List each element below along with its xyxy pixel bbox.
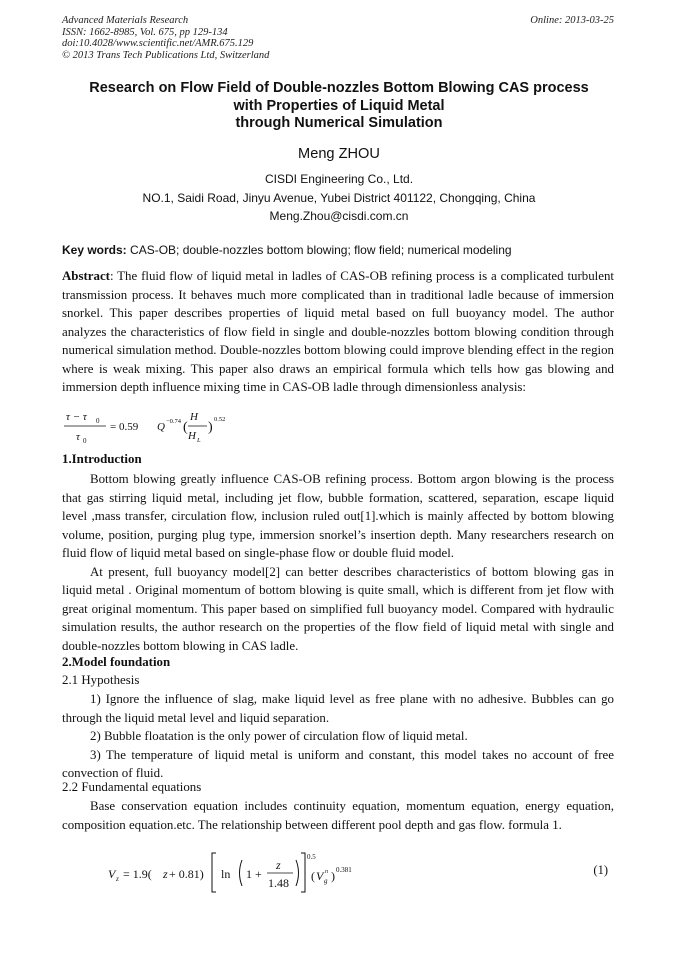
formula-1 <box>104 848 364 896</box>
f1-den: 1.48 <box>268 876 289 890</box>
keywords <box>62 243 618 257</box>
formula-coefficient: = 0.59 <box>110 421 139 433</box>
keywords-text: CAS-OB; double-nozzles bottom blowing; flow field; numerical modeling <box>130 243 512 257</box>
intro-paragraph-1: Bottom blowing greatly influence CAS-OB refining process. Bottom argon blowing is the process that gas stirring liquid metal, including jet flow, bubble formation, scattered, separation, escape liquid level ,mass transfer, circulation flow, inclusion ruled out[1].which is mainly affected by bottom blowing volume, position, purging plug type, immersion snorkel’s insertion depth. Many researchers research on fluid flow of liquid metal based on single-phase flow or double fluid model. <box>62 472 614 560</box>
abstract-label: Abstract <box>62 269 110 283</box>
hypothesis-2: 2) Bubble floatation is the only power of circulation flow of liquid metal. <box>90 729 468 743</box>
journal-name: Advanced Materials Research <box>62 15 189 26</box>
intro-paragraph-2: At present, full buoyancy model[2] can better describes characteristics of bottom blowing gas in liquid metal . Original momentum of bottom blowing is quite small, which is different from jet flow with great original momentum. This paper based on simplified full buoyancy model. Compared with hydraulic simulation results, the author research on the properties of the flow field of liquid metal with single and double-nozzles bottom blowing in CAS ladle. <box>62 564 614 653</box>
keywords-label: Key words: <box>62 243 127 257</box>
online-date: Online: 2013-03-25 <box>530 15 614 26</box>
copyright-line: © 2013 Trans Tech Publications Ltd, Switzerland <box>62 49 270 61</box>
title-line-3: through Numerical Simulation <box>235 115 443 131</box>
author-name: Meng ZHOU <box>298 146 380 162</box>
f1-vg: V <box>316 869 324 883</box>
hypothesis-1: 1) Ignore the influence of slag, make liquid level as free plane with no adhesive. Bubbles can go through the liquid metal level and liquid separation. <box>62 692 614 725</box>
abstract <box>62 267 614 397</box>
f1-exp1: 0.5 <box>307 853 316 861</box>
formula-h: H <box>190 411 198 423</box>
f1-num: z <box>276 858 281 872</box>
formula-outer-exponent: 0.52 <box>214 416 226 423</box>
f1-paren-open: ( <box>311 869 315 883</box>
subsection-hypothesis: 2.1 Hypothesis <box>62 673 140 687</box>
formula-den-sub: 0 <box>83 437 87 445</box>
f1-paren-close: ) <box>331 869 335 883</box>
affiliation-address: NO.1, Saidi Road, Jinyu Avenue, Yubei District 401122, Chongqing, China <box>142 191 536 205</box>
hypothesis-3: 3) The temperature of liquid metal is uniform and constant, this model takes no account of free convection of fluid. <box>62 747 614 780</box>
f1-one: 1 + <box>246 867 262 881</box>
introduction-body <box>62 470 614 655</box>
title-line-2: with Properties of Liquid Metal <box>233 97 445 114</box>
doi-line[interactable]: doi:10.4028/www.scientific.net/AMR.675.129 <box>62 38 254 50</box>
issn-line: ISSN: 1662-8985, Vol. 675, pp 129-134 <box>62 26 228 38</box>
formula-paren-open: ( <box>183 420 188 435</box>
f1-z: z <box>163 867 168 881</box>
paper-title <box>40 80 638 133</box>
subsection-equations: 2.2 Fundamental equations <box>62 780 202 794</box>
f1-vg-sub: g <box>324 877 328 885</box>
formula-num-sub: 0 <box>96 417 100 425</box>
f1-vz-sub: z <box>116 875 119 883</box>
section-model-heading: 2.Model foundation <box>62 655 171 669</box>
f1-plus: + 0.81) <box>169 867 204 881</box>
equations-paragraph: Base conservation equation includes continuity equation, momentum equation, energy equation, composition equation.etc. The relationship between different pool depth and gas flow. formula 1. <box>62 799 614 832</box>
section-introduction-heading: 1.Introduction <box>62 452 142 466</box>
f1-vz: V <box>108 867 116 881</box>
mixing-time-formula <box>60 407 240 447</box>
formula-numerator: τ − τ <box>66 411 87 423</box>
formula-paren-close: ) <box>208 420 213 435</box>
formula-hl: H <box>188 430 196 442</box>
affiliation-org: CISDI Engineering Co., Ltd. <box>264 172 414 186</box>
abstract-text: : The fluid flow of liquid metal in ladles of CAS-OB refining process is a complicated turbulent transmission process. It behaves much more complicated than in traditional ladle because of immersion snorkel. This paper describes properties of liquid metal based on full buoyancy model. The author analyzes the characteristics of flow field in single and double-nozzles bottom blowing condition through numerical simulation method. Double-nozzles bottom blowing could improve blending effect in the region where is weak mixing. This paper also draws an empirical formula which tells how gas blowing and immersion depth influence mixing time in CAS-OB ladle through dimensionless analysis: <box>62 269 614 394</box>
formula-q-exponent: −0.74 <box>166 418 182 425</box>
f1-coef: = 1.9( <box>123 867 152 881</box>
formula-1-number: (1) <box>593 863 608 877</box>
f1-vg-sup: n <box>325 869 328 875</box>
title-line-1: Research on Flow Field of Double-nozzles Bottom Blowing CAS process <box>89 80 589 96</box>
hypothesis-list <box>62 690 614 783</box>
f1-ln: ln <box>221 867 231 881</box>
f1-exp2: 0.381 <box>336 866 352 874</box>
author-email[interactable]: Meng.Zhou@cisdi.com.cn <box>269 209 409 223</box>
formula-hl-sub: L <box>197 437 201 444</box>
equations-body <box>62 797 614 834</box>
formula-denominator: τ <box>76 431 80 443</box>
formula-q: Q <box>157 421 165 433</box>
journal-header <box>62 15 442 61</box>
